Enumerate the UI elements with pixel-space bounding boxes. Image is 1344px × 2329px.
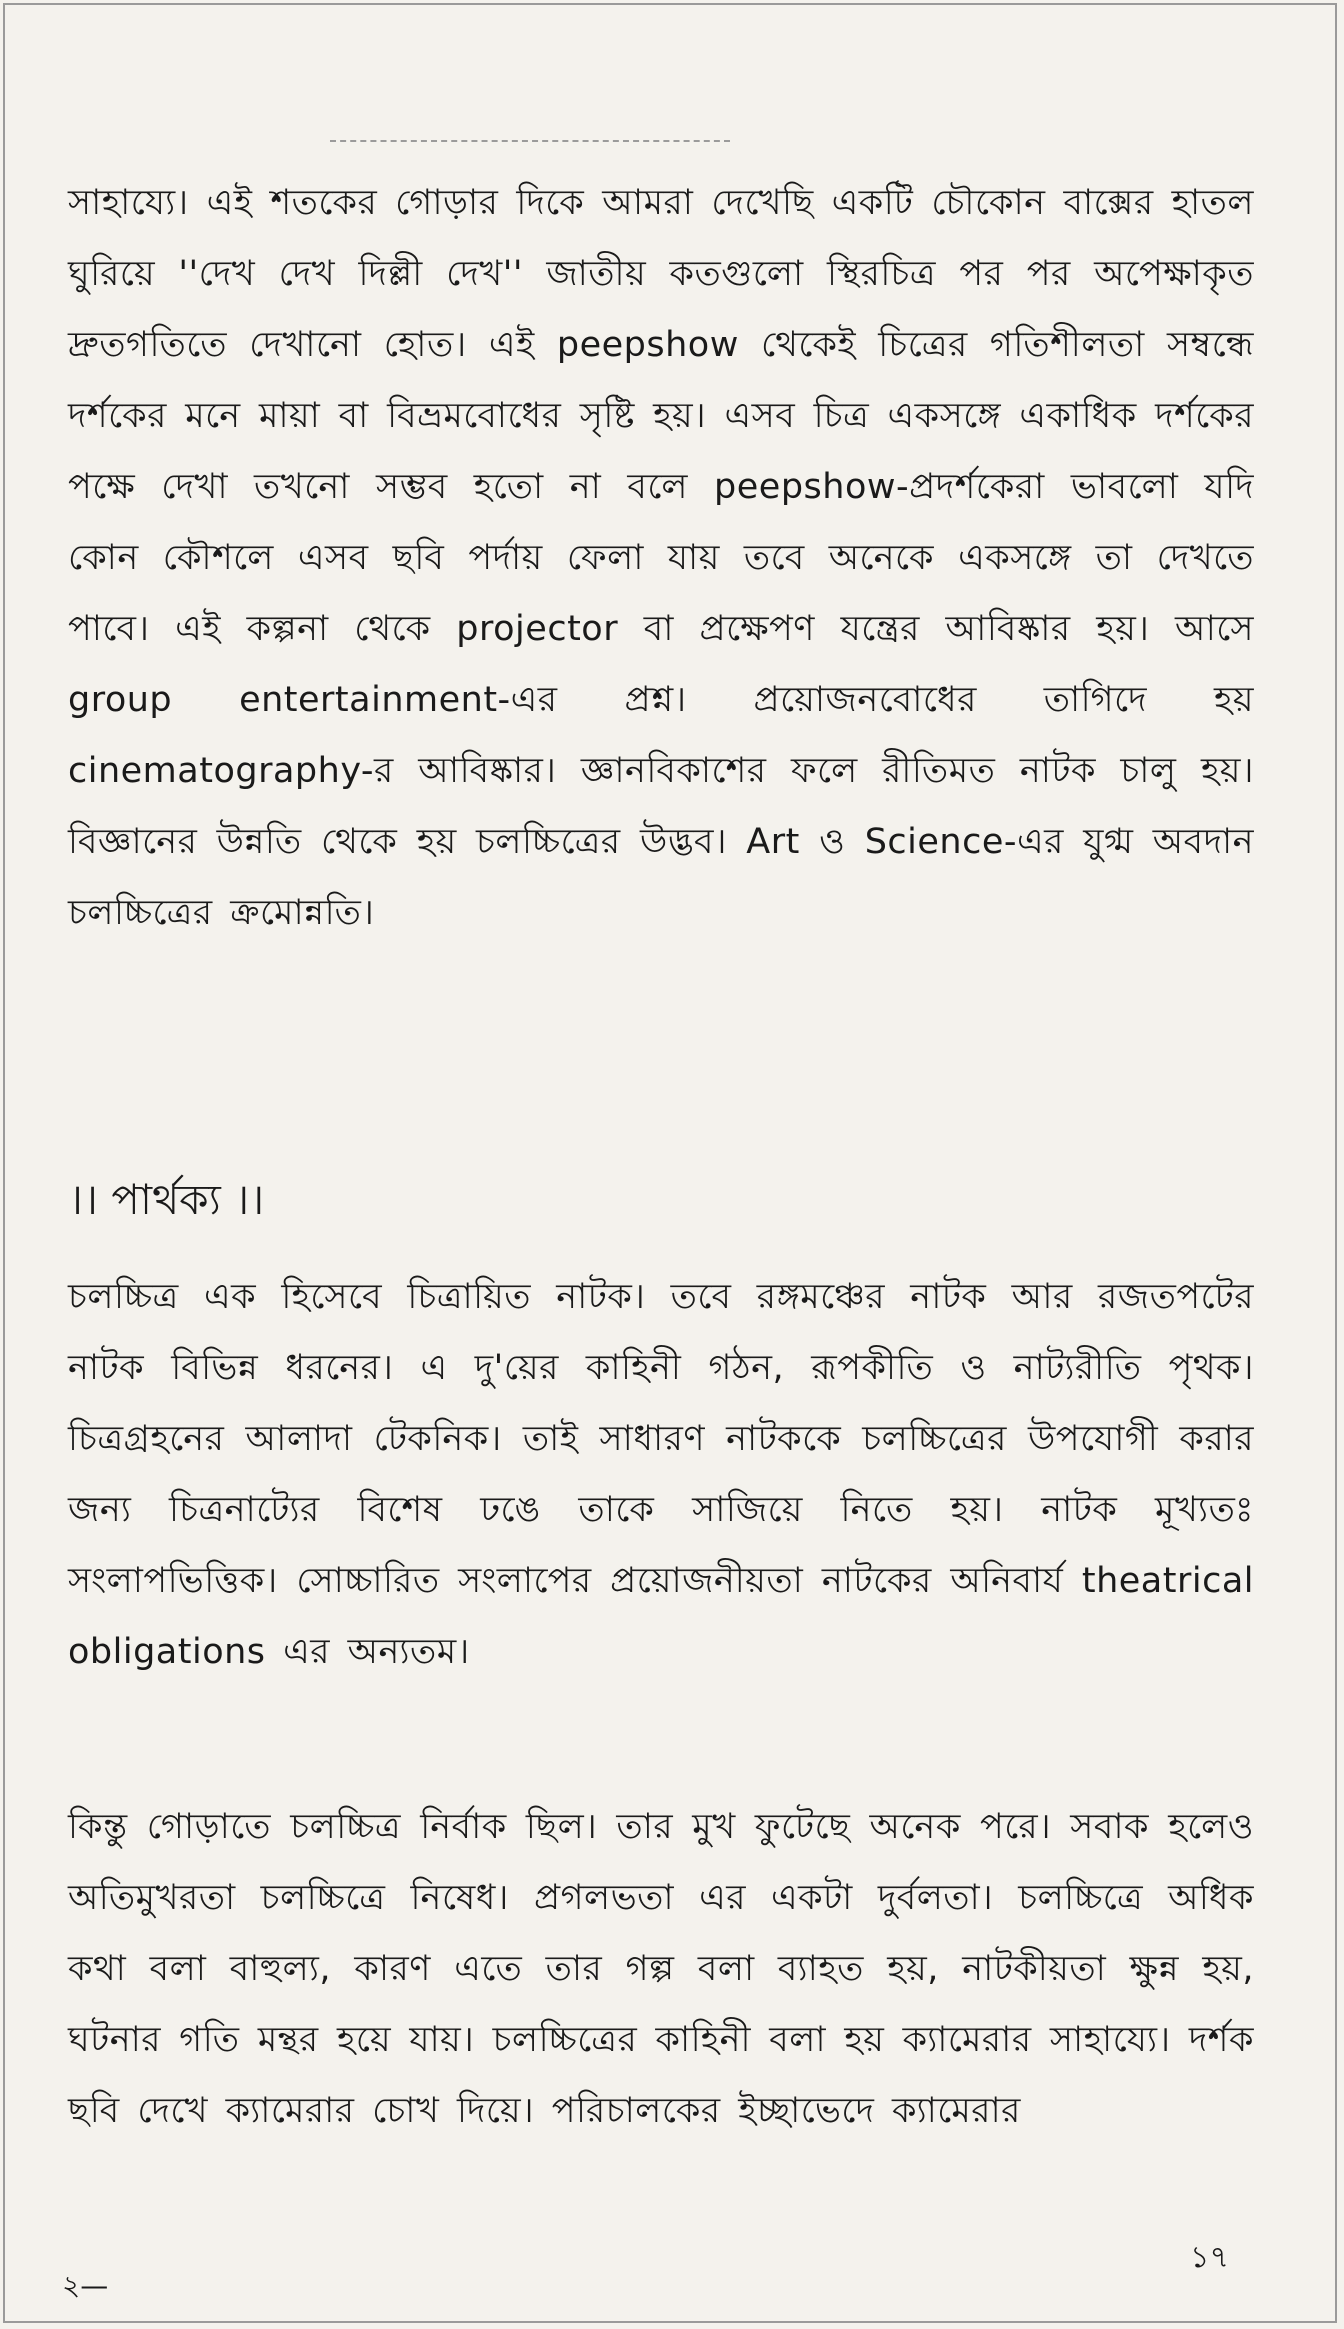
page-number: ১৭ xyxy=(1190,2240,1229,2275)
signature-mark: ২— xyxy=(62,2269,109,2302)
paragraph-silent-to-talkie: কিন্তু গোড়াতে চলচ্চিত্র নির্বাক ছিল। তার মুখ ফুটেছে অনেক পরে। সবাক হলেও অতিমুখরতা চলচ্চিত্রে নিষেধ। প্রগলভতা এর একটা দুর্বলতা। চলচ্চিত্রে অধিক কথা বলা বাহুল্য, কারণ এতে তার গল্প বলা ব্যাহত হয়, নাটকীয়তা ক্ষুন্ন হয়, ঘটনার গতি মন্থর হয়ে যায়। চলচ্চিত্রের কাহিনী বলা হয় ক্যামেরার সাহায্যে। দর্শক ছবি দেখে ক্যামেরার চোখ দিয়ে। পরিচালকের ইচ্ছাভেদে ক্যামেরার xyxy=(68,1807,1254,2131)
top-rule xyxy=(330,140,730,142)
section-heading-difference: ।। পার্থক্য ।। xyxy=(68,1175,265,1224)
paragraph-film-vs-drama: চলচ্চিত্র এক হিসেবে চিত্রায়িত নাটক। তবে রঙ্গমঞ্চের নাটক আর রজতপটের নাটক বিভিন্ন ধরনের। এ দু'য়ের কাহিনী গঠন, রূপকীতি ও নাট্যরীতি পৃথক। চিত্রগ্রহনের আলাদা টেকনিক। তাই সাধারণ নাটককে চলচ্চিত্রের উপযোগী করার জন্য চিত্রনাট্যের বিশেষ ঢঙে তাকে সাজিয়ে নিতে হয়। নাটক মূখ্যতঃ সংলাপভিত্তিক। সোচ্চারিত সংলাপের প্রয়োজনীয়তা নাটকের অনিবার্য theatrical obligations এর অন্যতম। xyxy=(68,1277,1254,1672)
paragraph-history: সাহায্যে। এই শতকের গোড়ার দিকে আমরা দেখেছি একটি চৌকোন বাক্সের হাতল ঘুরিয়ে ''দেখ দেখ দিল্লী দেখ'' জাতীয় কতগুলো স্থিরচিত্র পর পর অপেক্ষাকৃত দ্রুতগতিতে দেখানো হোত। এই peepshow থেকেই চিত্রের গতিশীলতা সম্বন্ধে দর্শকের মনে মায়া বা বিভ্রমবোধের সৃষ্টি হয়। এসব চিত্র একসঙ্গে একাধিক দর্শকের পক্ষে দেখা তখনো সম্ভব হতো না বলে peepshow-প্রদর্শকেরা ভাবলো যদি কোন কৌশলে এসব ছবি পর্দায় ফেলা যায় তবে অনেকে একসঙ্গে তা দেখতে পাবে। এই কল্পনা থেকে projector বা প্রক্ষেপণ যন্ত্রের আবিষ্কার হয়। আসে group entertainment-এর প্রশ্ন। প্রয়োজনবোধের তাগিদে হয় cinematography-র আবিষ্কার। জ্ঞানবিকাশের ফলে রীতিমত নাটক চালু হয়। বিজ্ঞানের উন্নতি থেকে হয় চলচ্চিত্রের উদ্ভব। Art ও Science-এর যুগ্ম অবদান চলচ্চিত্রের ক্রমোন্নতি। xyxy=(68,183,1254,933)
